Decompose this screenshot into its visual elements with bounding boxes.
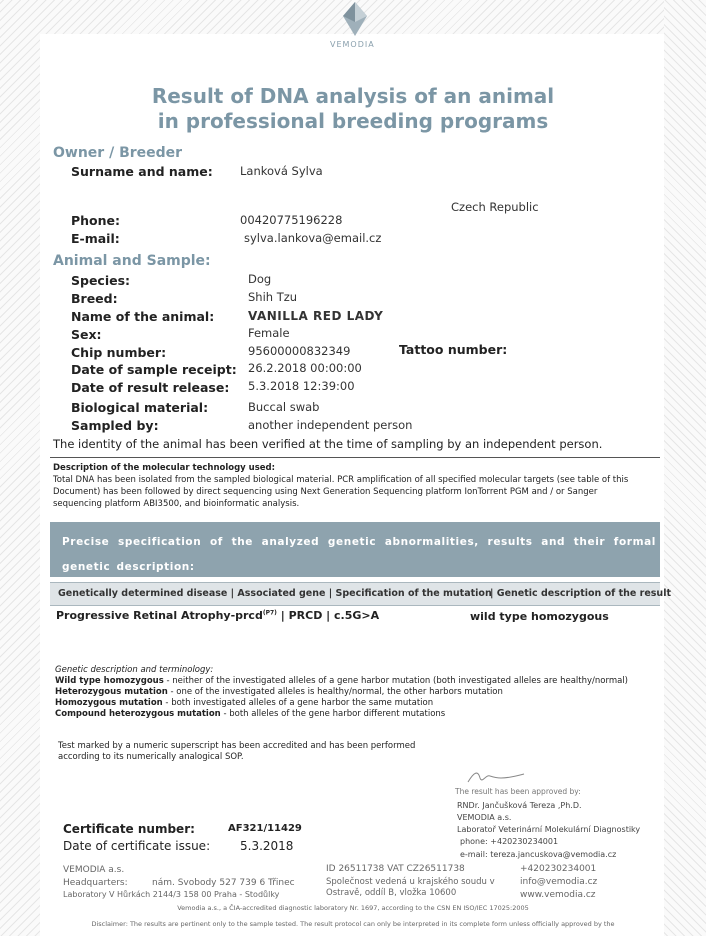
certificate-number-label: Certificate number: <box>63 822 195 836</box>
chip-value: 95600000832349 <box>248 344 351 358</box>
country-value: Czech Republic <box>451 200 539 214</box>
approver-lab: Laboratoř Veterinární Molekulární Diagnostiky <box>457 825 641 834</box>
term-homozygous: Homozygous mutation - both investigated alleles of a gene harbor the same mutation <box>55 698 434 708</box>
header-genetic-description: | Genetic description of the result <box>490 588 671 599</box>
technology-heading: Description of the molecular technology used: <box>53 463 276 473</box>
footer-hq-label: Headquarters: <box>63 878 128 888</box>
guilloche-border-right <box>664 0 706 936</box>
approved-by-label: The result has been approved by: <box>455 787 581 796</box>
footer-reg-1: Společnost vedená u krajského soudu v <box>326 877 495 887</box>
certificate-date-label: Date of certificate issue: <box>63 839 211 853</box>
title-line-1: Result of DNA analysis of an animal <box>151 84 555 108</box>
material-value: Buccal swab <box>248 400 320 414</box>
species-label: Species: <box>71 273 131 288</box>
divider <box>50 457 660 458</box>
footer-reg-2: Ostravě, oddíl B, vložka 10600 <box>326 888 457 898</box>
vemodia-logo-icon <box>335 2 375 38</box>
specification-bar-text: Precise specification of the analyzed genetic abnormalities, results and their formal genetic description: <box>62 536 656 573</box>
footer-accreditation: Vemodia a.s., a ČIA-accredited diagnostic laboratory Nr. 1697, according to the CSN EN ISO/IEC 17025:2005 <box>177 904 529 912</box>
tattoo-label: Tattoo number: <box>399 342 508 357</box>
owner-section-heading: Owner / Breeder <box>53 145 183 161</box>
result-disease: Progressive Retinal Atrophy-prcd <box>56 609 263 622</box>
footer-hq: nám. Svobody 527 739 6 Třinec <box>152 878 295 888</box>
species-value: Dog <box>248 272 272 286</box>
breed-label: Breed: <box>71 291 118 306</box>
term-wild-type: Wild type homozygous - neither of the investigated alleles of a gene harbor mutation (both investigated alleles are healthy/normal) <box>55 676 628 686</box>
table-row <box>56 609 379 622</box>
brand-name: VEMODIA <box>330 40 375 49</box>
animal-section-heading: Animal and Sample: <box>53 253 211 269</box>
footer-company: VEMODIA a.s. <box>63 865 125 875</box>
receipt-value: 26.2.2018 00:00:00 <box>248 361 362 375</box>
approver-name: RNDr. Jančušková Tereza ,Ph.D. <box>457 801 582 810</box>
accreditation-superscript: (P7) <box>262 609 277 617</box>
title-line-2: in professional breeding programs <box>157 109 549 133</box>
release-label: Date of result release: <box>71 380 230 395</box>
certificate-date-value: 5.3.2018 <box>240 839 294 853</box>
sex-value: Female <box>248 326 290 340</box>
footer-phone: +420230234001 <box>520 864 597 874</box>
accredited-note-line-2: according to its numerically analogical SOP. <box>58 752 244 762</box>
footer-email: info@vemodia.cz <box>520 877 598 887</box>
animal-name-label: Name of the animal: <box>71 309 215 324</box>
footer-lab: V Hůrkách 2144/3 158 00 Praha - Stodůlky <box>109 890 280 899</box>
header-disease-gene-mutation: Genetically determined disease | Associated gene | Specification of the mutation <box>58 588 492 599</box>
certificate-number-value: AF321/11429 <box>228 823 302 834</box>
phone-label: Phone: <box>71 213 121 228</box>
technology-line-2: Document) has been followed by direct sequencing using Next Generation Sequencing platform IonTorrent PGM and / or Sanger <box>53 487 598 497</box>
release-value: 5.3.2018 12:39:00 <box>248 379 355 393</box>
receipt-label: Date of sample receipt: <box>71 362 237 377</box>
surname-label: Surname and name: <box>71 164 213 179</box>
result-description: wild type homozygous <box>470 610 609 623</box>
sampled-value: another independent person <box>248 418 413 432</box>
terminology-heading: Genetic description and terminology: <box>55 665 214 675</box>
guilloche-border-left <box>0 0 40 936</box>
term-heterozygous: Heterozygous mutation - one of the investigated alleles is healthy/normal, the other harbors mutation <box>55 687 503 697</box>
term-compound: Compound heterozygous mutation - both alleles of the gene harbor different mutations <box>55 709 446 719</box>
technology-line-1: Total DNA has been isolated from the sampled biological material. PCR amplification of all specified molecular targets (see table of this <box>53 475 629 485</box>
email-label: E-mail: <box>71 231 120 246</box>
signature-icon <box>466 768 526 786</box>
approver-phone: phone: +420230234001 <box>460 837 559 846</box>
surname-value: Lanková Sylva <box>240 164 323 178</box>
phone-value: 00420775196228 <box>240 213 343 227</box>
accredited-note-line-1: Test marked by a numeric superscript has been accredited and has been performed <box>58 741 416 751</box>
results-table-header <box>50 582 671 606</box>
sampled-label: Sampled by: <box>71 418 159 433</box>
approver-company: VEMODIA a.s. <box>457 813 512 822</box>
chip-label: Chip number: <box>71 345 167 360</box>
breed-value: Shih Tzu <box>248 290 298 304</box>
verification-note: The identity of the animal has been verified at the time of sampling by an independent person. <box>53 437 603 451</box>
technology-line-3: sequencing platform ABI3500, and bioinformatic analysis. <box>53 499 300 509</box>
material-label: Biological material: <box>71 400 209 415</box>
result-gene-mutation: | PRCD | c.5G>A <box>276 609 380 622</box>
animal-name-value: VANILLA RED LADY <box>248 309 384 323</box>
footer-disclaimer: Disclaimer: The results are pertinent only to the sample tested. The result protocol can only be interpreted in its complete form unless officially approved by the <box>91 920 615 928</box>
email-value: sylva.lankova@email.cz <box>244 231 382 245</box>
sex-label: Sex: <box>71 327 102 342</box>
approver-email: e-mail: tereza.jancuskova@vemodia.cz <box>460 850 617 859</box>
footer-lab-label: Laboratory <box>63 890 107 899</box>
footer-web: www.vemodia.cz <box>520 890 596 900</box>
footer-id: ID 26511738 VAT CZ26511738 <box>326 864 465 874</box>
